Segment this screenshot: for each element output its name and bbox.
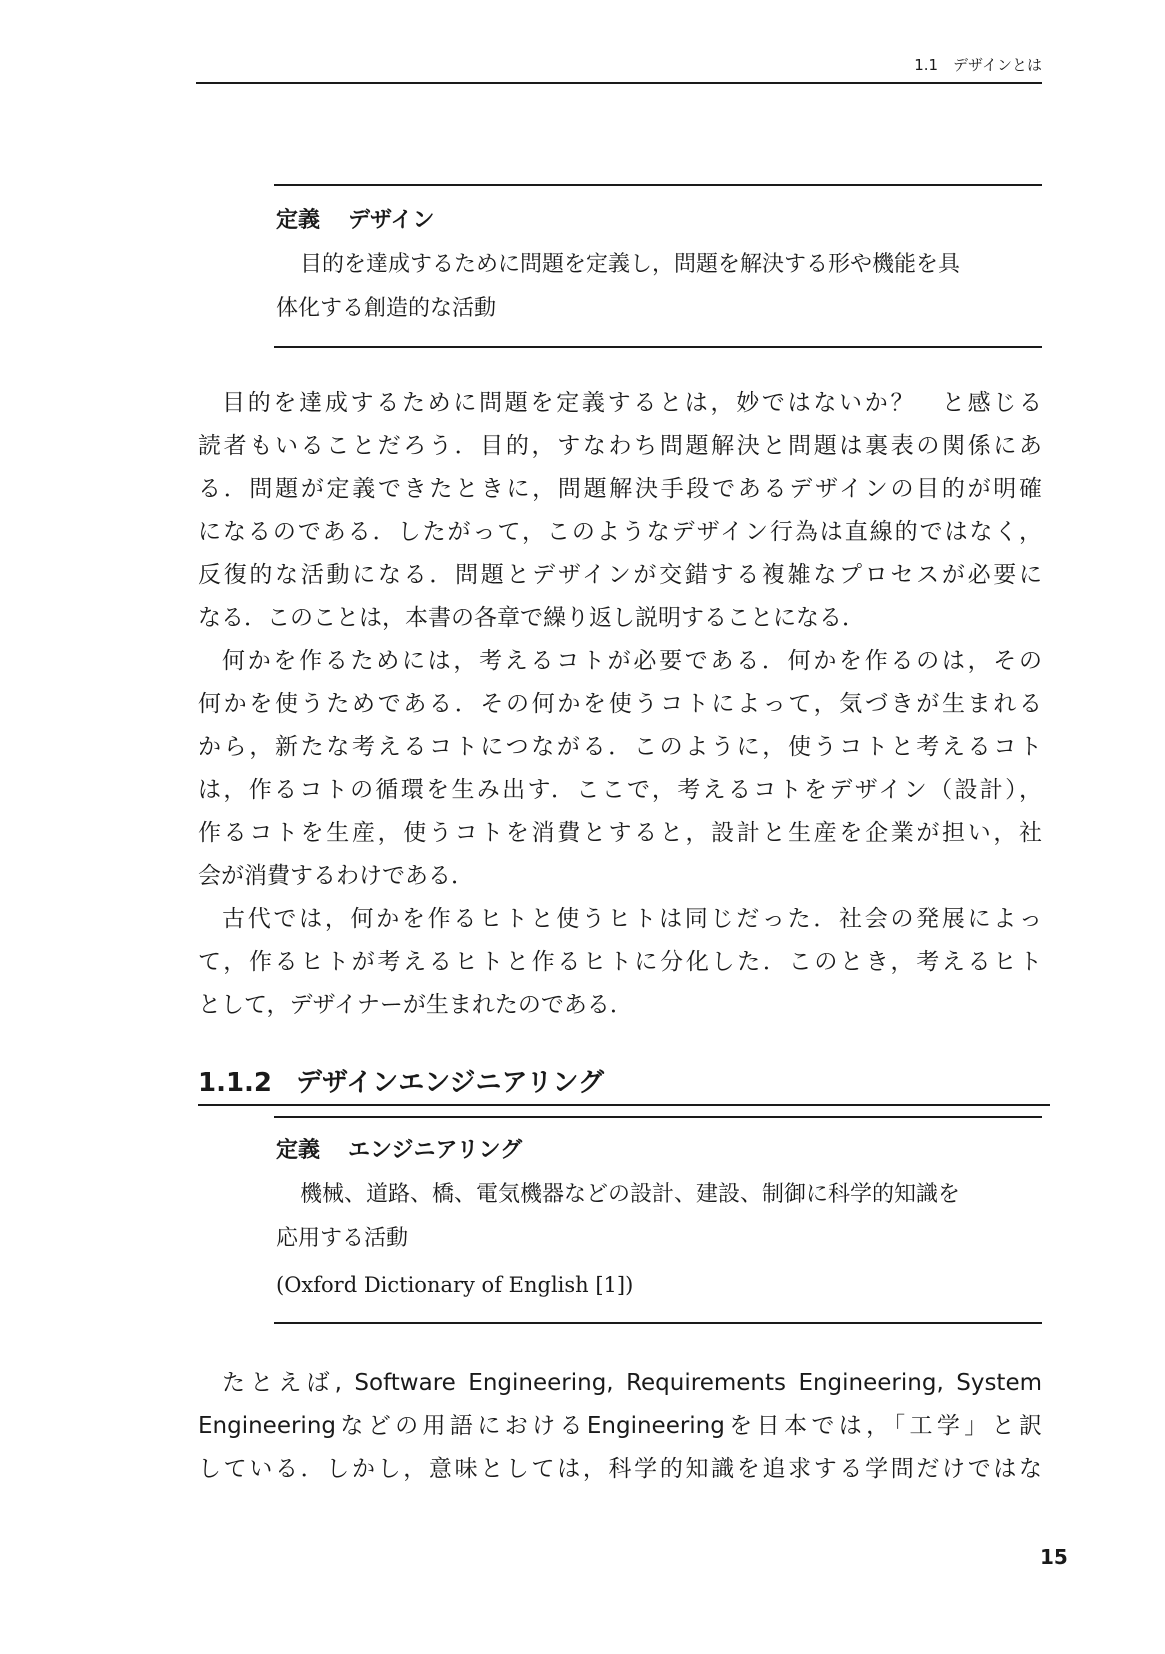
definition-label: 定義 (276, 1138, 321, 1163)
body-line: 会が消費するわけである． (198, 863, 474, 889)
body-line: 反復的な活動になる．問題とデザインが交錯する複雑なプロセスが必要に (198, 562, 1042, 588)
body-line: 何かを作るためには，考えるコトが必要である．何かを作るのは，その (222, 648, 1042, 674)
running-head (196, 54, 1042, 84)
body-line: から，新たな考えるコトにつながる．このように，使うコトと考えるコト (198, 734, 1042, 760)
definition-term: デザイン (348, 208, 435, 233)
section-title: デザインエンジニアリング (296, 1068, 605, 1098)
definition-text-line: 機械、道路、橋、電気機器などの設計、建設、制御に科学的知識を (300, 1182, 961, 1207)
body-line: 古代では，何かを作るヒトと使うヒトは同じだった．社会の発展によっ (222, 906, 1042, 932)
body-line: は，作るコトの循環を生み出す．ここで，考えるコトをデザイン（設計）， (198, 777, 1042, 803)
definition-text-line: 体化する創造的な活動 (276, 296, 497, 321)
definition-title (276, 206, 434, 236)
definition-title (276, 1136, 522, 1166)
body-line: 目的を達成するために問題を定義するとは，妙ではないか？ と感じる (222, 390, 1042, 416)
body-line: 何かを使うためである．その何かを使うコトによって，気づきが生まれる (198, 691, 1042, 717)
page-number: 15 (1040, 1545, 1068, 1569)
body-line: 読者もいることだろう．目的，すなわち問題解決と問題は裏表の関係にあ (198, 433, 1042, 459)
body-line: たとえば, Software Engineering, Requirements Engineering, System (222, 1370, 1042, 1396)
definition-text-line: 応用する活動 (276, 1226, 409, 1251)
body-line: て，作るヒトが考えるヒトと作るヒトに分化した．このとき，考えるヒト (198, 949, 1042, 975)
definition-top-rule (274, 1116, 1042, 1118)
running-head-text: 1.1 デザインとは (914, 56, 1042, 74)
section-number: 1.1.2 (198, 1068, 273, 1098)
definition-term: エンジニアリング (348, 1138, 523, 1163)
body-line: る．問題が定義できたときに，問題解決手段であるデザインの目的が明確 (198, 476, 1042, 502)
body-line: している．しかし，意味としては，科学的知識を追求する学問だけではな (198, 1456, 1042, 1482)
definition-bottom-rule (274, 1322, 1042, 1324)
body-line: Engineeringなどの用語におけるEngineeringを日本では，「工学」と訳 (198, 1413, 1042, 1439)
body-line: 作るコトを生産，使うコトを消費とすると，設計と生産を企業が担い，社 (198, 820, 1042, 846)
definition-source: (Oxford Dictionary of English [1]) (276, 1273, 634, 1297)
body-line: になるのである．したがって，このようなデザイン行為は直線的ではなく， (198, 519, 1042, 545)
definition-label: 定義 (276, 208, 321, 233)
section-heading (198, 1066, 1050, 1106)
body-line: として，デザイナーが生まれたのである． (198, 992, 633, 1018)
body-line: なる．このことは，本書の各章で繰り返し説明することになる． (198, 605, 865, 631)
definition-text-line: 目的を達成するために問題を定義し，問題を解決する形や機能を具 (300, 252, 961, 277)
definition-top-rule (274, 184, 1042, 186)
definition-bottom-rule (274, 346, 1042, 348)
